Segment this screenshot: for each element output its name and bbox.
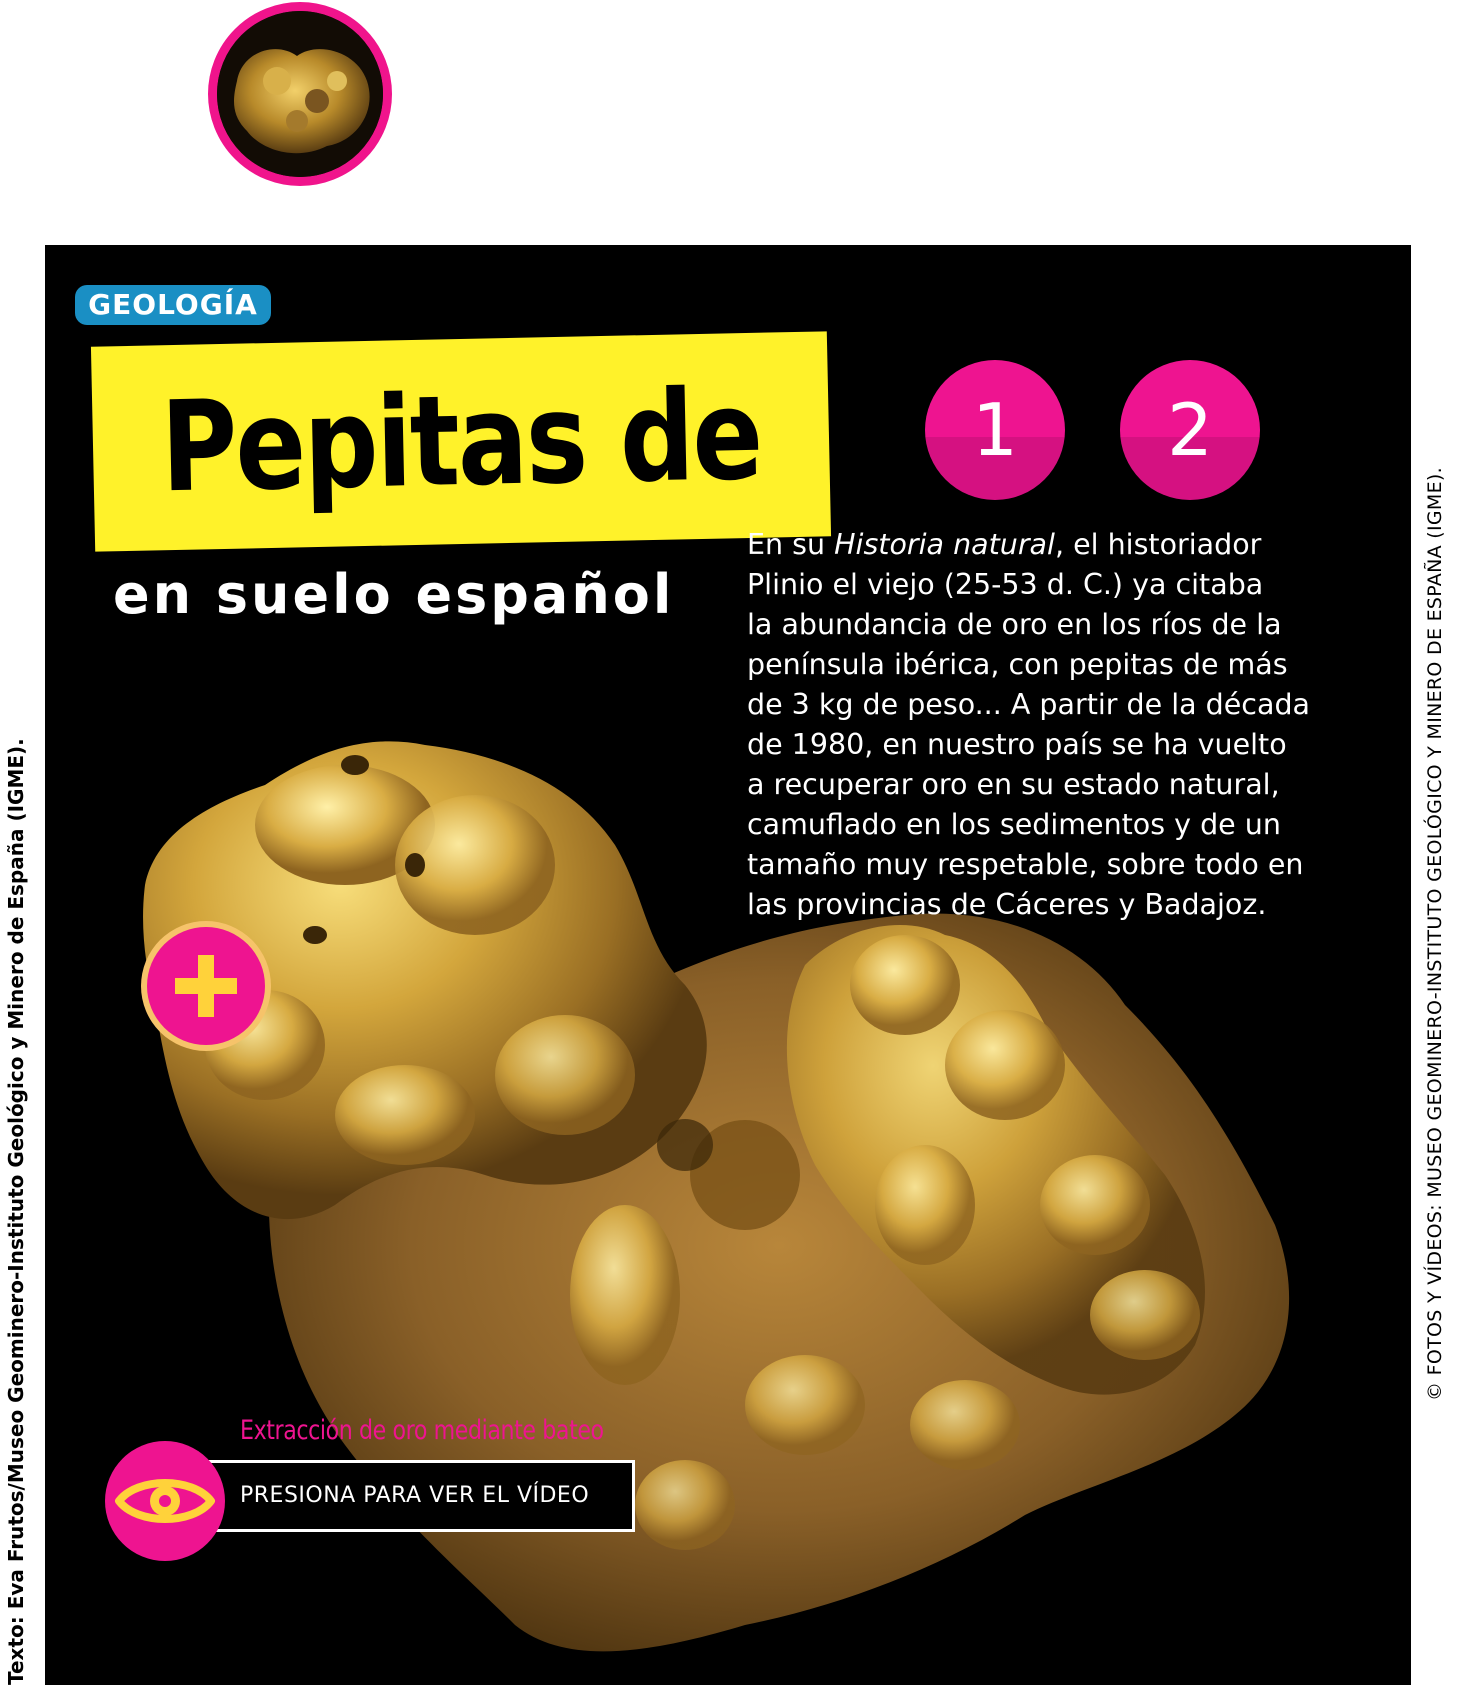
plus-icon-vertical xyxy=(198,955,214,1017)
body-line: la abundancia de oro en los ríos de la xyxy=(747,608,1282,641)
page-2-button[interactable] xyxy=(1120,360,1260,500)
gold-nugget-thumbnail[interactable] xyxy=(208,2,392,186)
page-1-label: 1 xyxy=(972,388,1018,472)
eye-icon xyxy=(105,1441,225,1561)
plus-info-button[interactable] xyxy=(147,927,265,1045)
body-line: tamaño muy respetable, sobre todo en xyxy=(747,848,1304,881)
body-line: de 1980, en nuestro país se ha vuelto xyxy=(747,728,1287,761)
video-caption: Extracción de oro mediante bateo xyxy=(240,1415,604,1446)
book-title: Historia natural xyxy=(834,528,1055,561)
body-text-segment: En su xyxy=(747,528,835,561)
body-line: península ibérica, con pepitas de más xyxy=(747,648,1288,681)
page-2-label: 2 xyxy=(1167,388,1213,472)
page-title: Pepitas de oro xyxy=(159,361,763,763)
body-line: Plinio el viejo (25-53 d. C.) ya citaba xyxy=(747,568,1264,601)
section-tag: GEOLOGÍA xyxy=(75,285,271,325)
body-line: las provincias de Cáceres y Badajoz. xyxy=(747,888,1267,921)
body-line xyxy=(747,525,1387,565)
page-1-button[interactable] xyxy=(925,360,1065,500)
body-line: a recuperar oro en su estado natural, xyxy=(747,768,1280,801)
play-video-button[interactable]: PRESIONA PARA VER EL VÍDEO xyxy=(175,1460,635,1532)
article-body xyxy=(747,525,1387,925)
article-panel xyxy=(45,245,1411,1685)
page-subtitle: en suelo español xyxy=(113,563,675,626)
body-line: de 3 kg de peso... A partir de la década xyxy=(747,688,1311,721)
nugget-thumbnail-image xyxy=(217,11,383,177)
body-line: camuflado en los sedimentos y de un xyxy=(747,808,1281,841)
eye-icon-button[interactable] xyxy=(105,1441,225,1561)
body-text-segment: , el historiador xyxy=(1054,528,1262,561)
text-credit: Texto: Eva Frutos/Museo Geominero-Instituto Geológico y Minero de España (IGME). xyxy=(4,738,28,1685)
photo-credit: © FOTOS Y VÍDEOS: MUSEO GEOMINERO-INSTITUTO GEOLÓGICO Y MINERO DE ESPAÑA (IGME). xyxy=(1424,467,1446,1401)
